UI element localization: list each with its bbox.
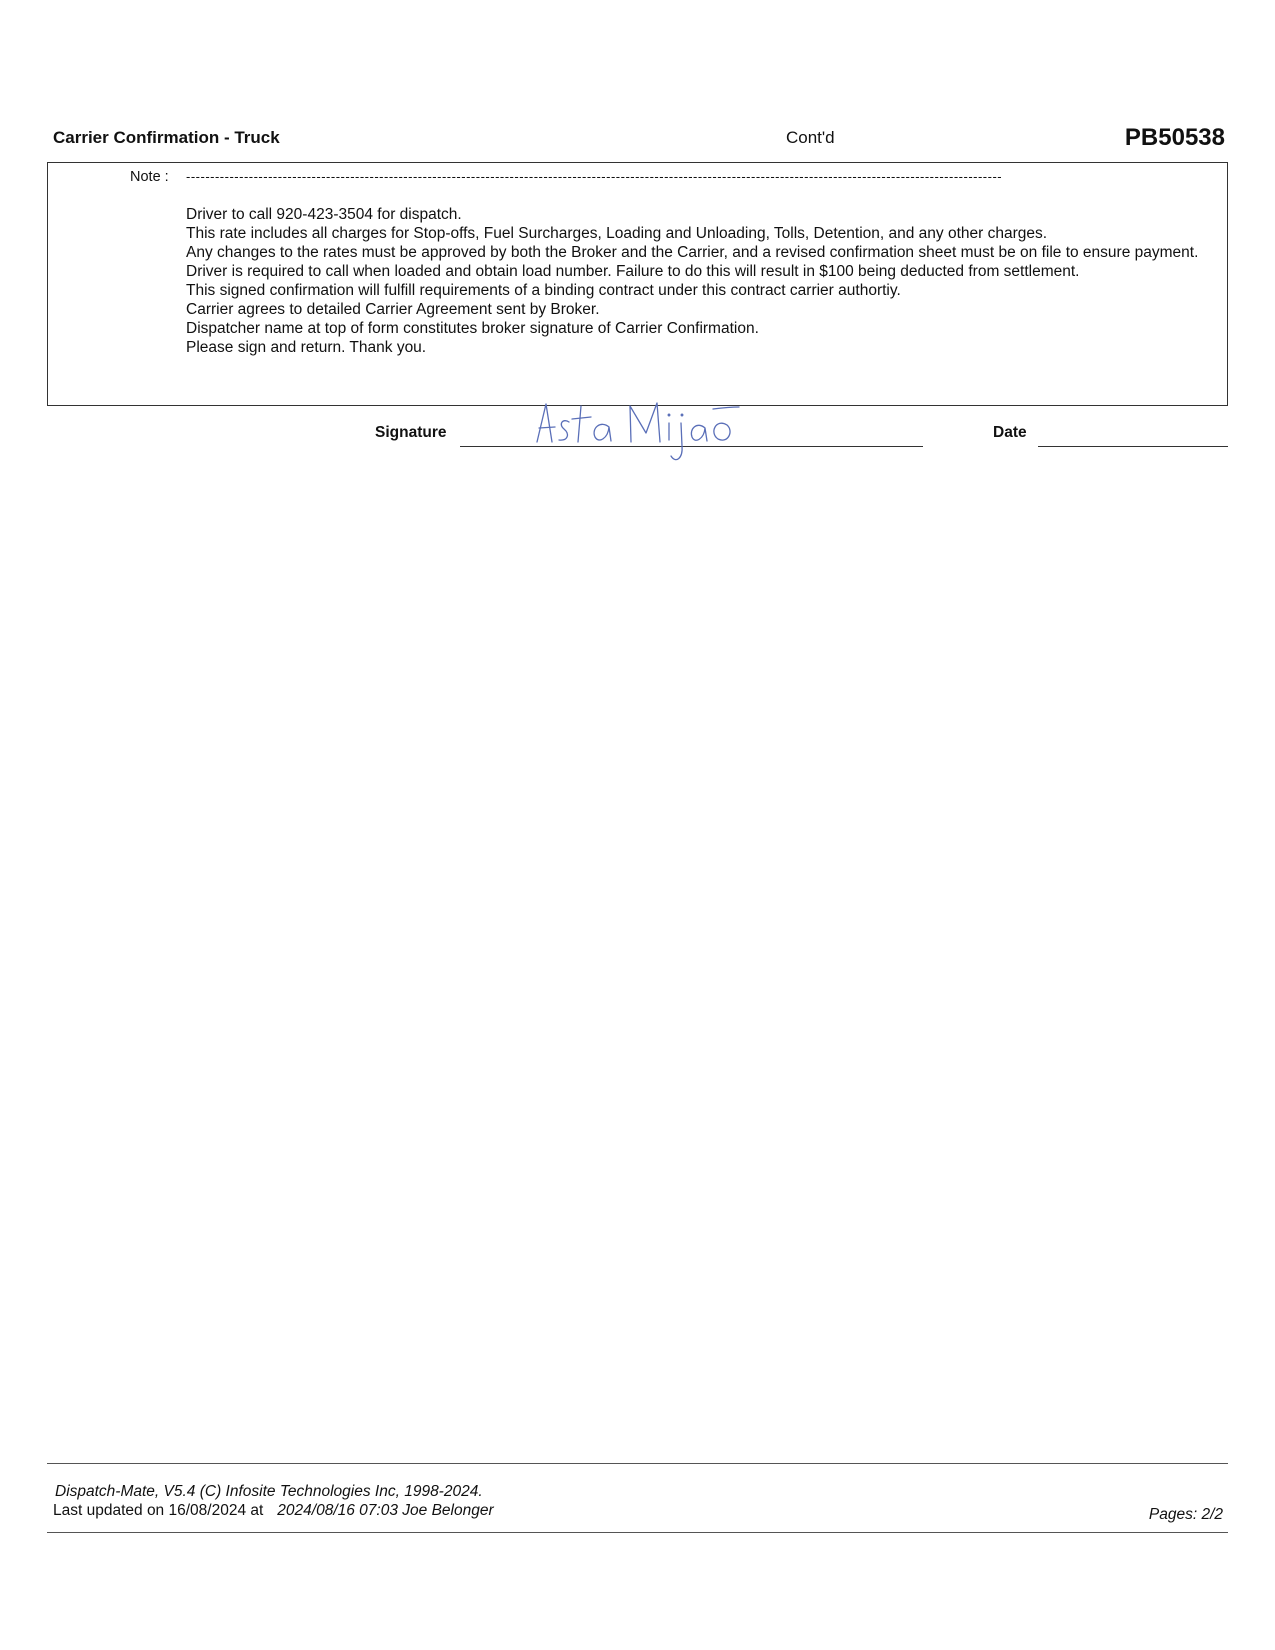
footer-copyright: Dispatch-Mate, V5.4 (C) Infosite Technologies Inc, 1998-2024. (55, 1483, 483, 1500)
continued-label: Cont'd (786, 128, 835, 147)
page-count: Pages: 2/2 (1148, 1506, 1223, 1523)
note-line: This rate includes all charges for Stop-offs, Fuel Surcharges, Loading and Unloading, Tolls, Detention, and any other charges. (186, 225, 1048, 242)
note-separator: ------------------------------------------------------------------------------------------------------------------------------------------------------------------------- (186, 169, 1003, 184)
date-line[interactable] (1038, 446, 1228, 447)
note-label: Note : (130, 169, 169, 185)
note-text (186, 205, 1216, 357)
document-number: PB50538 (1124, 124, 1225, 151)
note-line: Any changes to the rates must be approved by both the Broker and the Carrier, and a revised confirmation sheet must be on file to ensure payment. (186, 244, 1199, 261)
signature-label: Signature (375, 424, 447, 441)
note-line: Driver to call 920-423-3504 for dispatch. (186, 206, 462, 223)
note-line: Driver is required to call when loaded and obtain load number. Failure to do this will result in $100 being deducted from settlement. (186, 263, 1080, 280)
note-line: Carrier agrees to detailed Carrier Agreement sent by Broker. (186, 301, 600, 318)
note-line: This signed confirmation will fulfill requirements of a binding contract under this contract carrier authortiy. (186, 282, 901, 299)
note-line: Dispatcher name at top of form constitutes broker signature of Carrier Confirmation. (186, 320, 759, 337)
note-line: Please sign and return. Thank you. (186, 339, 427, 356)
date-label: Date (993, 424, 1027, 441)
handwritten-signature (535, 398, 740, 470)
document-title: Carrier Confirmation - Truck (53, 128, 280, 147)
footer-last-updated (53, 1502, 494, 1520)
last-updated-by: 2024/08/16 07:03 Joe Belonger (277, 1502, 494, 1519)
footer-divider-top (47, 1463, 1228, 1464)
last-updated-label: Last updated on 16/08/2024 at (53, 1502, 264, 1519)
footer-divider-bottom (47, 1532, 1228, 1533)
